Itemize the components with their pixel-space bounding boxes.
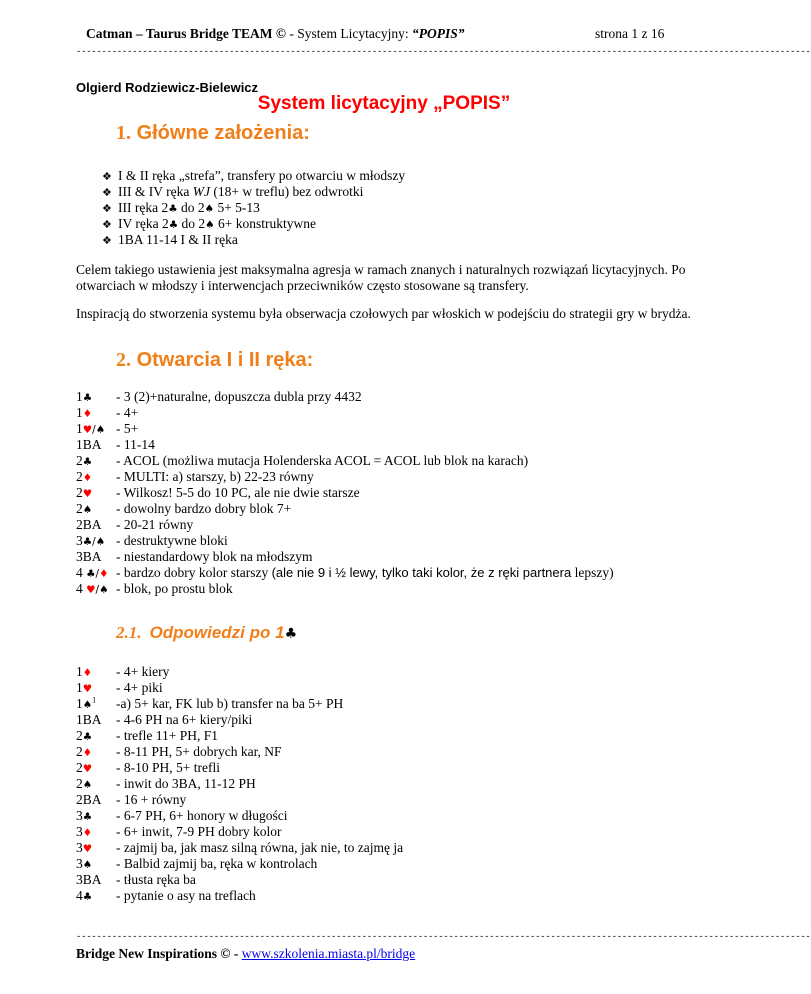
bid-description: - 8-10 PH, 5+ trefli	[116, 760, 220, 775]
bid-description: - destruktywne bloki	[116, 533, 228, 548]
diamond-bullet-icon: ❖	[102, 170, 112, 183]
spade-icon: ♠	[95, 536, 106, 548]
bid-cell: 1♥	[76, 680, 93, 695]
table-row	[76, 744, 282, 760]
bid-cell: 2BA	[76, 792, 102, 807]
table-row	[76, 485, 360, 501]
table-row	[76, 872, 196, 888]
table-row	[76, 728, 218, 744]
club-icon: ♣	[86, 568, 96, 580]
bid-cell: 2♠	[76, 776, 93, 791]
page-number: strona 1 z 16	[595, 26, 665, 41]
table-row	[76, 405, 138, 421]
header-team: Catman – Taurus Bridge TEAM ©	[86, 26, 290, 41]
bid-description: - MULTI: a) starszy, b) 22-23 równy	[116, 469, 314, 484]
doc-title: System licytacyjny „POPIS”	[257, 93, 511, 114]
bid-cell: 3♦	[76, 824, 93, 839]
bid-description: - inwit do 3BA, 11-12 PH	[116, 776, 256, 791]
list-item: ❖ I & II ręka „strefa”, transfery po otwarciu w młodszy	[102, 168, 406, 183]
spade-icon: ♠	[95, 424, 106, 436]
bid-description: - 8-11 PH, 5+ dobrych kar, NF	[116, 744, 282, 759]
bid-cell: 2♥	[76, 760, 93, 775]
bid-description: - Balbid zajmij ba, ręka w kontrolach	[116, 856, 318, 871]
bid-description: - 5+	[116, 421, 139, 436]
section-2-heading	[116, 349, 313, 372]
footnote-marker: 1	[92, 695, 97, 705]
bid-cell: 2♦	[76, 469, 93, 484]
heart-icon: ♥	[82, 488, 93, 500]
bid-cell: 2BA	[76, 517, 102, 532]
table-row	[76, 712, 252, 728]
footer	[76, 946, 415, 962]
bid-cell: 4 ♥/♠	[76, 581, 109, 596]
spade-icon: ♠	[204, 203, 215, 215]
club-icon: ♣	[82, 536, 93, 548]
bid-description: - 3 (2)+naturalne, dopuszcza dubla przy 4432	[116, 389, 362, 404]
footer-link[interactable]: www.szkolenia.miasta.pl/bridge	[241, 946, 416, 961]
bid-description: - 4-6 PH na 6+ kiery/piki	[116, 712, 253, 727]
heart-icon: ♥	[82, 843, 93, 855]
table-row	[76, 437, 155, 453]
bid-description: - ACOL (możliwa mutacja Holenderska ACOL = ACOL lub blok na karach)	[116, 453, 529, 468]
header-popis: “POPIS”	[411, 26, 465, 41]
diamond-icon: ♦	[82, 472, 93, 484]
bid-description: - 4+	[116, 405, 139, 420]
club-icon: ♣	[82, 731, 93, 743]
bid-description: - niestandardowy blok na młodszym	[116, 549, 313, 564]
club-icon: ♣	[82, 811, 93, 823]
table-row	[76, 421, 138, 437]
header-system: - System Licytacyjny:	[289, 26, 412, 41]
slash-separator: /	[92, 424, 96, 436]
bid-description: - zajmij ba, jak masz silną równa, jak nie, to zajmę ja	[116, 840, 404, 855]
section-2-1-number: 2.1.	[116, 623, 142, 642]
section-2-1-title: Odpowiedzi po 1	[149, 623, 285, 642]
table-row	[76, 581, 233, 597]
bid-cell: 1BA	[76, 437, 102, 452]
bid-description: - 16 + równy	[116, 792, 187, 807]
table-row	[76, 469, 314, 485]
slash-separator: /	[92, 536, 96, 548]
list-item: ❖ III & IV ręka WJ (18+ w treflu) bez odwrotki	[102, 184, 364, 199]
section-1-title: Główne założenia:	[136, 122, 310, 144]
bid-cell: 3♣/♠	[76, 533, 106, 548]
table-row	[76, 501, 291, 517]
table-row	[76, 517, 193, 533]
slash-separator: /	[95, 584, 100, 596]
diamond-icon: ♦	[82, 747, 93, 759]
club-icon: ♣	[168, 203, 178, 215]
bid-description-note: (ale nie 9 i ½ lewy, tylko taki kolor, że z ręki partnera	[271, 565, 572, 580]
bid-cell: 3♥	[76, 840, 93, 855]
slash-separator: /	[95, 568, 100, 580]
list-item: ❖ IV ręka 2♣ do 2♠ 6+ konstruktywne	[102, 216, 316, 231]
paragraph-goal: Celem takiego ustawienia jest maksymalna agresja w ramach znanych i naturalnych rozwiązań licytacyjnych. Po otwarciach w młodszy i interwencjach przeciwników często stosowane są transfery.	[76, 262, 686, 293]
header-rule: ------------------------------------------------------------------------------------------------------------------------------------------------	[76, 47, 811, 57]
spade-icon: ♠	[82, 699, 93, 711]
table-row	[76, 664, 169, 680]
bid-cell: 2♠	[76, 501, 93, 516]
heart-icon: ♥	[82, 424, 93, 436]
bid-cell: 1BA	[76, 712, 102, 727]
diamond-icon: ♦	[82, 827, 93, 839]
bid-cell: 3BA	[76, 872, 102, 887]
footer-rule: ------------------------------------------------------------------------------------------------------------------------------------------------	[76, 932, 811, 942]
table-row	[76, 389, 362, 405]
bid-description: - trefle 11+ PH, F1	[116, 728, 218, 743]
diamond-bullet-icon: ❖	[102, 234, 112, 247]
bid-cell: 2♥	[76, 485, 93, 500]
diamond-icon: ♦	[82, 408, 93, 420]
diamond-icon: ♦	[99, 568, 109, 580]
heart-icon: ♥	[86, 584, 96, 596]
club-icon: ♣	[82, 891, 93, 903]
section-2-number: 2.	[116, 349, 131, 371]
table-row	[76, 696, 343, 712]
bid-description: - bardzo dobry kolor starszy	[116, 565, 272, 580]
section-1-number: 1.	[116, 122, 131, 144]
bid-description: - 20-21 równy	[116, 517, 194, 532]
section-2-1-heading	[116, 623, 297, 643]
table-row	[76, 549, 312, 565]
spade-icon: ♠	[99, 584, 109, 596]
club-icon: ♣	[82, 456, 93, 468]
diamond-bullet-icon: ❖	[102, 186, 112, 199]
section-1-heading	[116, 122, 310, 145]
diamond-bullet-icon: ❖	[102, 202, 112, 215]
table-row	[76, 533, 228, 549]
bid-cell: 1♣	[76, 389, 93, 404]
table-row	[76, 792, 186, 808]
bid-description: - pytanie o asy na treflach	[116, 888, 256, 903]
list-item: ❖ 1BA 11-14 I & II ręka	[102, 232, 238, 247]
club-icon: ♣	[82, 392, 93, 404]
bid-cell: 4♣	[76, 888, 93, 903]
assumptions-list	[102, 168, 405, 248]
bid-description: - tłusta ręka ba	[116, 872, 196, 887]
bid-cell: 1♦	[76, 405, 93, 420]
table-row	[76, 840, 403, 856]
bid-cell: 3♠	[76, 856, 93, 871]
table-row	[76, 776, 256, 792]
bid-description: - 6-7 PH, 6+ honory w długości	[116, 808, 288, 823]
bid-cell: 3♣	[76, 808, 93, 823]
bid-description: - Wilkosz! 5-5 do 10 PC, ale nie dwie starsze	[116, 485, 360, 500]
bid-cell: 1♦	[76, 664, 93, 679]
diamond-icon: ♦	[82, 667, 93, 679]
table-row	[76, 856, 317, 872]
footer-text: Bridge New Inspirations © -	[76, 946, 242, 961]
bid-cell: 2♦	[76, 744, 93, 759]
bid-description: - blok, po prostu blok	[116, 581, 233, 596]
bid-cell: 1♥/♠	[76, 421, 106, 436]
section-2-title: Otwarcia I i II ręka:	[136, 349, 314, 371]
bid-cell: 3BA	[76, 549, 102, 564]
spade-icon: ♠	[82, 779, 93, 791]
bid-description: - 4+ kiery	[116, 664, 170, 679]
spade-icon: ♠	[82, 504, 93, 516]
bid-cell: 2♣	[76, 728, 93, 743]
bid-description: - 11-14	[116, 437, 155, 452]
table-row	[76, 824, 281, 840]
table-row	[76, 453, 528, 469]
spade-icon: ♠	[205, 219, 215, 231]
paragraph-inspiration: Inspiracją do stworzenia systemu była obserwacja czołowych par włoskich w podejściu do strategii gry w brydża.	[76, 306, 691, 321]
spade-icon: ♠	[82, 859, 93, 871]
table-row	[76, 760, 220, 776]
table-row	[76, 565, 614, 581]
list-item: ❖ III ręka 2♣ do 2♠ 5+ 5-13	[102, 200, 260, 215]
bid-cell: 1♠$^1$	[76, 695, 97, 711]
club-icon: ♣	[168, 219, 179, 231]
bid-description-tail: lepszy)	[571, 565, 614, 580]
bid-description: - 4+ piki	[116, 680, 163, 695]
bid-description: - 6+ inwit, 7-9 PH dobry kolor	[116, 824, 282, 839]
heart-icon: ♥	[82, 683, 93, 695]
table-row	[76, 808, 287, 824]
diamond-bullet-icon: ❖	[102, 218, 112, 231]
bid-description: -a) 5+ kar, FK lub b) transfer na ba 5+ PH	[116, 696, 344, 711]
heart-icon: ♥	[82, 763, 93, 775]
table-row	[76, 888, 256, 904]
running-header	[86, 26, 465, 42]
table-row	[76, 680, 163, 696]
club-icon: ♣	[284, 626, 298, 642]
bid-cell: 2♣	[76, 453, 93, 468]
bid-description: - dowolny bardzo dobry blok 7+	[116, 501, 292, 516]
author: Olgierd Rodziewicz-Bielewicz	[76, 80, 259, 95]
bid-cell: 4 ♣/♦	[76, 565, 109, 580]
